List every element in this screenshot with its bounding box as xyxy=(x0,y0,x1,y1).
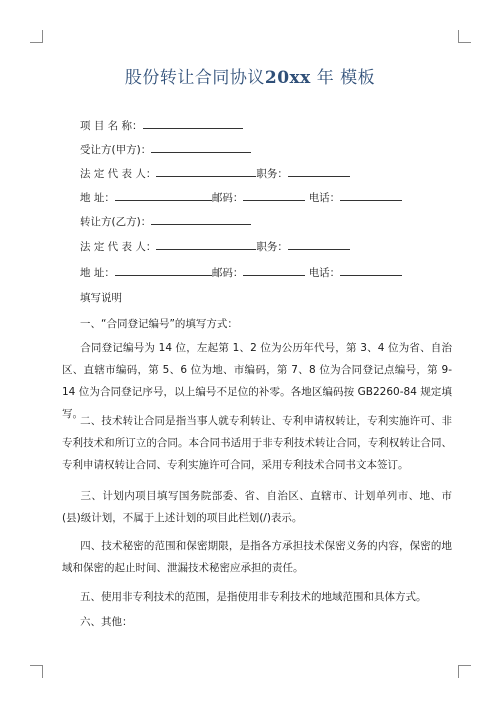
address-b-row xyxy=(80,264,402,280)
transferor-label: 转让方(乙方)： xyxy=(80,216,152,228)
project-name-blank[interactable] xyxy=(143,117,243,129)
postcode-b-label: 邮码： xyxy=(211,267,244,279)
legal-rep-b-row xyxy=(80,238,350,254)
title-suffix: 年 模板 xyxy=(316,68,376,88)
phone-b-label: 电话： xyxy=(308,267,341,279)
address-a-label: 地 址： xyxy=(80,192,115,204)
position-b-blank[interactable] xyxy=(288,238,350,250)
legal-rep-a-row xyxy=(80,165,350,181)
postcode-b-blank[interactable] xyxy=(243,264,305,276)
position-a-blank[interactable] xyxy=(288,165,350,177)
project-name-row xyxy=(80,117,243,133)
transferor-blank[interactable] xyxy=(151,213,251,225)
transferor-row xyxy=(80,213,251,229)
legal-rep-b-blank[interactable] xyxy=(156,238,256,250)
instruction-7: 六、其他： xyxy=(80,616,133,628)
position-a-label: 职务： xyxy=(256,168,288,180)
instruction-3: 二、技术转让合同是指当事人就专利转让、专利申请权转让，专利实施许可、非专利技术和所订立的合同。本合同书适用于非专利技术转让合同，专利权转让合同、专利申请权转让合同、专利实施许可合同，采用专利技术合同书文本签订。 xyxy=(62,415,452,471)
postcode-a-label: 邮码： xyxy=(211,192,244,204)
corner-mark-bottom-right xyxy=(458,665,471,678)
title-year: 20xx xyxy=(264,68,311,88)
address-a-row xyxy=(80,189,402,205)
legal-rep-a-blank[interactable] xyxy=(156,165,256,177)
corner-mark-top-right xyxy=(458,30,471,43)
postcode-a-blank[interactable] xyxy=(243,189,305,201)
address-b-blank[interactable] xyxy=(115,264,212,276)
phone-b-blank[interactable] xyxy=(340,264,402,276)
document-title xyxy=(0,63,500,88)
instruction-1: 一、“合同登记编号”的填写方式： xyxy=(80,318,238,330)
transferee-label: 受让方(甲方)： xyxy=(80,144,152,156)
address-b-label: 地 址： xyxy=(80,267,115,279)
position-b-label: 职务： xyxy=(256,241,288,253)
legal-rep-b-label: 法 定 代 表 人： xyxy=(80,241,157,253)
instruction-4: 三、计划内项目填写国务院部委、省、自治区、直辖市、计划单列市、地、市(县)级计划，不属于上述计划的项目此栏划(/)表示。 xyxy=(62,490,452,524)
legal-rep-a-label: 法 定 代 表 人： xyxy=(80,168,157,180)
corner-mark-bottom-left xyxy=(30,665,43,678)
title-prefix: 股份转让合同协议 xyxy=(124,68,265,88)
project-name-label: 项 目 名 称： xyxy=(80,120,143,132)
instruction-6: 五、使用非专利技术的范围，是指使用非专利技术的地域范围和具体方式。 xyxy=(80,591,427,603)
transferee-blank[interactable] xyxy=(151,141,251,153)
phone-a-blank[interactable] xyxy=(340,189,402,201)
corner-mark-top-left xyxy=(30,30,43,43)
instruction-2: 合同登记编号为 14 位，左起第 1、2 位为公历年代号，第 3、4 位为省、自治区、直辖市编码，第 5、6 位为地、市编码，第 7、8 位为合同登记点编号，第 9-14 位为合同登记序号，以上编号不足位的补零。各地区编码按 GB2260-84 规定填写。 xyxy=(62,342,452,420)
instruction-5: 四、技术秘密的范围和保密期限，是指各方承担技术保密义务的内容，保密的地域和保密的起止时间、泄漏技术秘密应承担的责任。 xyxy=(62,540,452,574)
address-a-blank[interactable] xyxy=(115,189,212,201)
phone-a-label: 电话： xyxy=(308,192,341,204)
transferee-row xyxy=(80,141,251,157)
instructions-heading: 填写说明 xyxy=(80,292,122,304)
